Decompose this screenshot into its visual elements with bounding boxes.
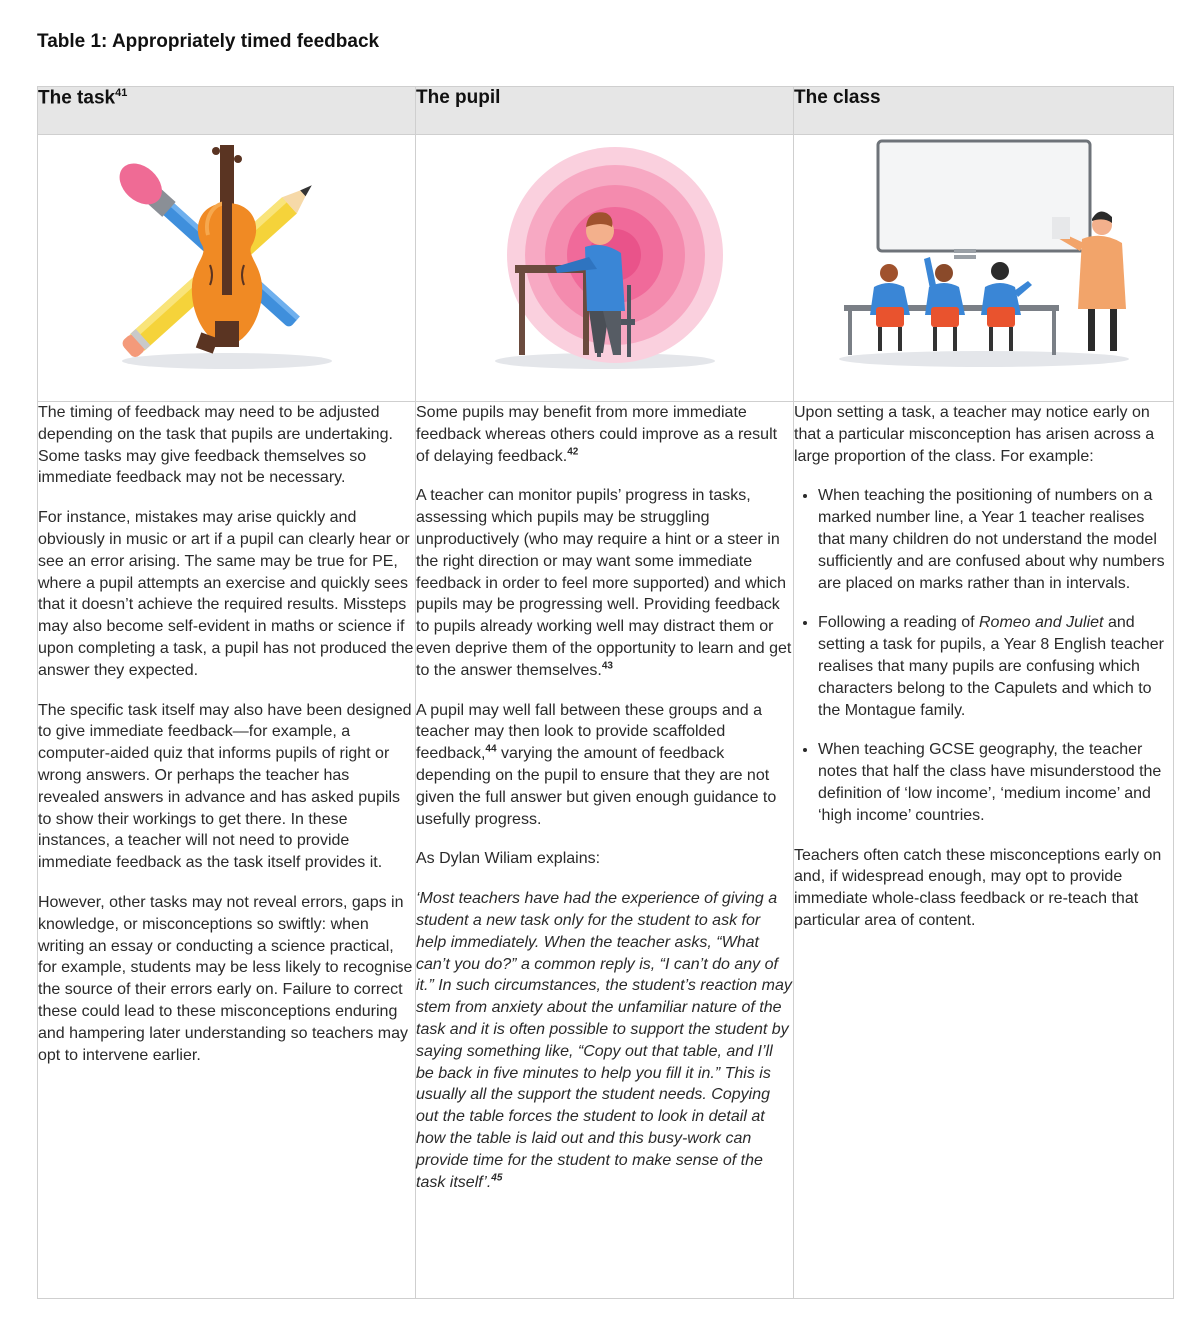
class-example-2-pre: Following a reading of: [818, 614, 979, 632]
pupil-ref-42: 42: [567, 446, 579, 458]
text-row: [38, 402, 1174, 1299]
task-para-3: The specific task itself may also have been designed to give immediate feedback—for example, a computer-aided quiz that informs pupils of right or wrong answers. Or perhaps the teacher has revealed answers in advance and has asked pupils to show their workings to get there. In these instances, a teacher will not need to provide immediate feedback as the task itself provides it.: [38, 701, 412, 872]
pupil-para-1-text: Some pupils may benefit from more immediate feedback whereas others could improve as a result of delaying feedback.: [416, 404, 778, 465]
class-text-cell: [794, 402, 1174, 1299]
class-para-2: Teachers often catch these misconceptions early on and, if widespread enough, may opt to provide immediate whole-class feedback or re-teach that particular area of content.: [794, 846, 1162, 929]
header-pupil: The pupil: [416, 87, 794, 135]
image-row: [38, 135, 1174, 402]
wiliam-quote: [416, 888, 793, 1193]
classroom-whiteboard-icon: [834, 135, 1134, 375]
pupil-para-2-text: A teacher can monitor pupils’ progress in tasks, assessing which pupils may be struggling unproductively (who may require a hint or a steer in the right direction or may want some immediate feedback in order to feel more supported) and which pupils may be progressing well. Providing feedback to pupils already working well may distract them or even deprive them of the opportunity to learn and get to the answer themselves.: [416, 487, 792, 679]
pupil-para-4: As Dylan Wiliam explains:: [416, 850, 601, 868]
header-task-label: The task: [38, 87, 116, 109]
pupil-target-icon: [485, 135, 725, 375]
class-example-2: [818, 612, 1173, 721]
pupil-para-3: [416, 700, 793, 831]
violin-pencil-brush-icon: [112, 135, 342, 375]
class-para-1: Upon setting a task, a teacher may notice early on that a particular misconception has arisen across a large proportion of the class. For example:: [794, 404, 1155, 465]
pupil-para-3a-text: A pupil may well fall between these groups and a teacher may then look to provide scaffolded feedback,: [416, 701, 762, 763]
class-example-2-title: Romeo and Juliet: [978, 614, 1104, 632]
task-para-1: The timing of feedback may need to be adjusted depending on the task that pupils are undertaking. Some tasks may give feedback themselves so immediate feedback may not be necessary.: [38, 404, 393, 487]
wiliam-quote-text: ‘Most teachers have had the experience of giving a student a new task only for the student to ask for help immediately. When the teacher asks, “What can’t you do?” a common reply is, “I can’t do any of it.” In such circumstances, the student’s reaction may stem from anxiety about the unfamiliar nature of the task and it is often possible to support the student by saying something like, “Copy out that table, and I’ll be back in five minutes to help you fill it in.” This is usually all the support the student needs. Copying out the table forces the student to look in detail at how the table is laid out and this busy-work can provide time for the student to make sense of the task itself’.: [416, 890, 792, 1191]
task-para-2: For instance, mistakes may arise quickly and obviously in music or art if a pupil can clearly hear or see an error arising. The same may be true for PE, where a pupil attempts an exercise and quickly sees that it doesn’t achieve the required results. Missteps may also become self-evident in maths or science if upon completing a task, a pupil has not produced the answer they expected.: [38, 509, 414, 679]
pupil-para-1: [416, 402, 793, 467]
feedback-table: [37, 86, 1174, 1299]
pupil-para-3b-text: varying the amount of feedback depending on the pupil to ensure that they are not given the full answer but given enough guidance to usefully progress.: [416, 745, 777, 828]
header-class: The class: [794, 87, 1174, 135]
header-task-ref: 41: [115, 87, 128, 99]
header-task: [38, 87, 416, 135]
class-examples-list: [794, 485, 1173, 826]
class-example-2-post: and setting a task for pupils, a Year 8 English teacher realises that many pupils are confusing which characters belong to the Capulets and which to the Montague family.: [818, 614, 1164, 719]
class-image-cell: [794, 135, 1174, 402]
pupil-ref-44: 44: [485, 743, 497, 755]
task-para-4: However, other tasks may not reveal errors, gaps in knowledge, or misconceptions so swiftly: when writing an essay or conducting a science practical, for example, students may be less likely to recognise the source of their errors early on. Failure to correct these could lead to these misconceptions enduring and hampering later understanding so teachers may opt to intervene earlier.: [38, 893, 413, 1064]
header-row: [38, 87, 1174, 135]
class-example-1: • When teaching the positioning of numbers on a marked number line, a Year 1 teacher realises that many children do not understand the model sufficiently and are confused about why numbers are placed on marks rather than in intervals.: [818, 485, 1173, 594]
pupil-ref-43: 43: [601, 660, 613, 672]
table-title: Table 1: Appropriately timed feedback: [37, 31, 380, 52]
class-example-3: • When teaching GCSE geography, the teacher notes that half the class have misunderstood the definition of ‘low income’, ‘medium income’ and ‘high income’ countries.: [818, 739, 1173, 826]
pupil-ref-45: 45: [491, 1172, 503, 1184]
pupil-image-cell: [416, 135, 794, 402]
task-text-cell: [38, 402, 416, 1299]
task-image-cell: [38, 135, 416, 402]
pupil-text-cell: [416, 402, 794, 1299]
pupil-para-2: [416, 485, 793, 681]
